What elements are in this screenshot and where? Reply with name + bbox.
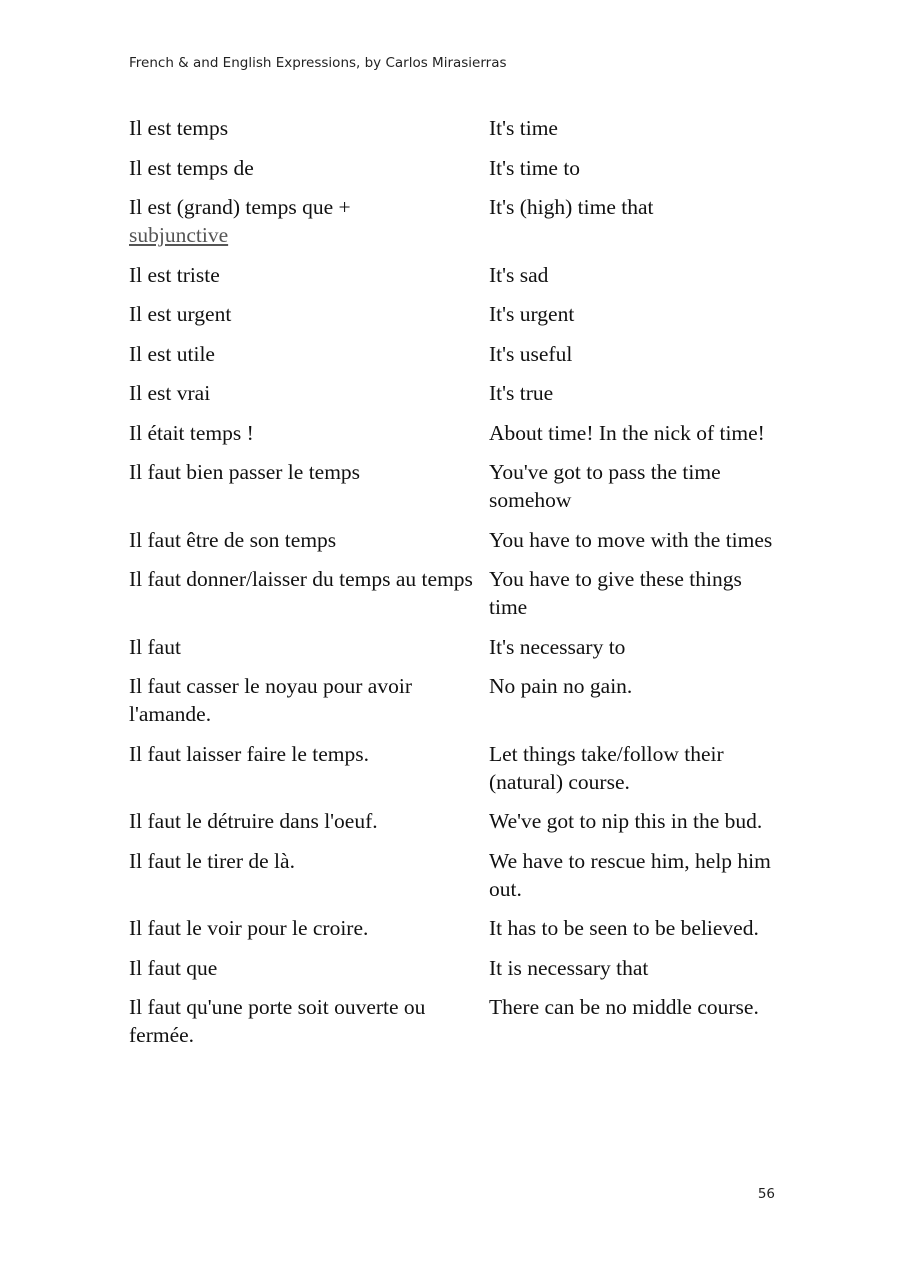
french-expression: Il faut qu'une porte soit ouverte ou fermée. [129, 995, 426, 1047]
table-row [129, 261, 789, 289]
table-row [129, 379, 789, 407]
english-translation: We have to rescue him, help him out. [489, 848, 771, 901]
french-expression: Il faut le tirer de là. [129, 848, 295, 873]
french-expression: Il faut casser le noyau pour avoir l'amande. [129, 674, 412, 726]
table-row [129, 526, 789, 554]
french-expression: Il est triste [129, 262, 220, 287]
french-expression: Il faut être de son temps [129, 527, 337, 552]
english-translation: It's (high) time that [489, 195, 654, 219]
english-translation: It's time to [489, 155, 581, 180]
table-row [129, 847, 789, 903]
english-translation: You have to move with the times [489, 527, 773, 552]
french-expression [129, 193, 489, 249]
english-translation: No pain no gain. [489, 674, 633, 698]
table-row [129, 340, 789, 368]
english-translation: It's necessary to [489, 634, 626, 659]
french-expression: Il faut le détruire dans l'oeuf. [129, 809, 378, 833]
english-translation: It's time [489, 116, 558, 140]
english-translation: We've got to nip this in the bud. [489, 809, 763, 833]
english-translation: It's useful [489, 341, 573, 366]
english-translation: It's sad [489, 262, 549, 287]
running-header: French & and English Expressions, by Carlos Mirasierras [129, 55, 507, 71]
expressions-table [129, 114, 789, 1061]
french-expression: Il est urgent [129, 302, 232, 326]
table-row [129, 672, 789, 728]
table-row [129, 565, 789, 621]
table-row [129, 993, 789, 1049]
french-expression-text: Il est (grand) temps que + [129, 195, 351, 219]
english-translation: It's urgent [489, 302, 575, 326]
french-expression: Il est vrai [129, 381, 211, 405]
french-expression: Il est utile [129, 341, 215, 366]
table-row [129, 740, 789, 796]
french-expression: Il était temps ! [129, 420, 254, 445]
french-expression: Il faut le voir pour le croire. [129, 916, 369, 940]
french-expression: Il faut que [129, 955, 218, 980]
french-expression: Il est temps [129, 116, 229, 140]
table-row [129, 914, 789, 942]
french-expression: Il est temps de [129, 155, 254, 180]
english-translation: Let things take/follow their (natural) course. [489, 741, 724, 794]
french-expression: Il faut bien passer le temps [129, 460, 361, 484]
english-translation: It is necessary that [489, 955, 649, 980]
page-number: 56 [757, 1186, 775, 1202]
table-row [129, 954, 789, 982]
table-row [129, 633, 789, 661]
table-row [129, 419, 789, 447]
subjunctive-link[interactable]: subjunctive [129, 223, 229, 247]
english-translation: You've got to pass the time somehow [489, 460, 721, 512]
french-expression: Il faut laisser faire le temps. [129, 741, 369, 766]
french-expression: Il faut [129, 634, 181, 659]
table-row [129, 193, 789, 249]
table-row [129, 154, 789, 182]
english-translation: It has to be seen to be believed. [489, 916, 759, 940]
english-translation: There can be no middle course. [489, 995, 759, 1019]
table-row [129, 807, 789, 835]
english-translation: About time! In the nick of time! [489, 420, 765, 445]
english-translation: It's true [489, 381, 554, 405]
table-row [129, 458, 789, 514]
english-translation: You have to give these things time [489, 567, 742, 619]
table-row [129, 114, 789, 142]
french-expression: Il faut donner/laisser du temps au temps [129, 567, 473, 591]
table-row [129, 300, 789, 328]
